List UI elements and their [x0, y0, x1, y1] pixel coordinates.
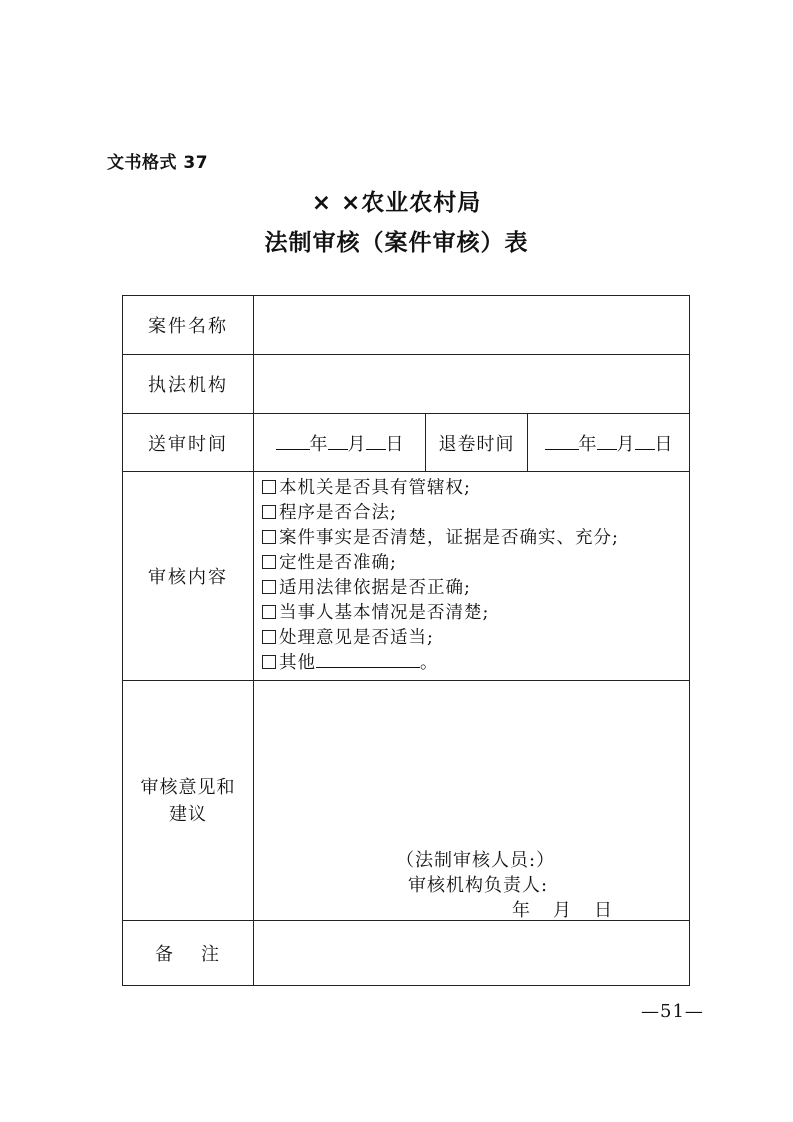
sign-month: 月 [553, 900, 572, 921]
submit-time-label: 送审时间 [123, 414, 254, 472]
return-year-unit: 年 [578, 433, 597, 455]
opinion-label-line1: 审核意见和 [140, 776, 236, 798]
review-checklist [254, 472, 690, 681]
review-item-text: 处理意见是否适当; [279, 628, 434, 648]
return-day-blank[interactable] [635, 433, 655, 450]
agency-label: 执法机构 [123, 355, 254, 414]
page-number: —51— [641, 1001, 704, 1022]
remarks-char1: 备 [155, 944, 175, 965]
submit-day-blank[interactable] [366, 433, 386, 450]
case-name-row [123, 296, 690, 355]
review-item[interactable] [262, 601, 689, 626]
checkbox[interactable] [262, 655, 276, 669]
review-item-text: 其他 [279, 653, 316, 673]
submit-month-unit: 月 [347, 433, 366, 455]
return-month-blank[interactable] [597, 433, 617, 450]
sign-date [512, 896, 635, 922]
sign-year: 年 [512, 900, 531, 921]
review-item-text: 程序是否合法; [279, 503, 397, 523]
review-item[interactable] [262, 551, 689, 576]
return-year-blank[interactable] [545, 433, 579, 450]
other-blank[interactable] [316, 651, 420, 668]
case-name-label: 案件名称 [123, 296, 254, 355]
opinion-field[interactable] [254, 681, 690, 921]
opinion-label-line2: 建议 [169, 803, 207, 825]
review-form-table [122, 295, 690, 986]
review-item-text: 适用法律依据是否正确; [279, 578, 471, 598]
review-item[interactable] [262, 626, 689, 651]
remarks-row [123, 921, 690, 986]
checkbox[interactable] [262, 580, 276, 594]
review-item[interactable] [262, 526, 689, 551]
form-title: 法制审核（案件审核）表 [264, 230, 529, 256]
checkbox[interactable] [262, 555, 276, 569]
case-name-field[interactable] [254, 296, 690, 355]
checkbox[interactable] [262, 505, 276, 519]
checkbox[interactable] [262, 530, 276, 544]
review-content-label: 审核内容 [123, 472, 254, 681]
submit-year-blank[interactable] [276, 433, 310, 450]
review-content-row [123, 472, 690, 681]
agency-title: × ×农业农村局 [311, 190, 482, 216]
review-item[interactable] [262, 476, 689, 501]
time-row [123, 414, 690, 472]
submit-year-unit: 年 [309, 433, 328, 455]
opinion-label [123, 681, 254, 921]
review-item-text: 案件事实是否清楚，证据是否确实、充分; [279, 528, 619, 548]
other-suffix: 。 [420, 653, 439, 673]
submit-month-blank[interactable] [328, 433, 348, 450]
return-month-unit: 月 [616, 433, 635, 455]
agency-field[interactable] [254, 355, 690, 414]
review-item-text: 本机关是否具有管辖权; [279, 478, 471, 498]
return-date-field[interactable] [528, 414, 690, 472]
reviewer-signature: （法制审核人员:） [396, 850, 556, 871]
return-day-unit: 日 [654, 433, 673, 455]
remarks-label [123, 921, 254, 986]
sign-day: 日 [594, 900, 613, 921]
head-signature: 审核机构负责人: [408, 875, 549, 896]
document-format-label: 文书格式 37 [107, 153, 209, 173]
remarks-field[interactable] [254, 921, 690, 986]
review-item-text: 定性是否准确; [279, 553, 397, 573]
checkbox[interactable] [262, 605, 276, 619]
checkbox[interactable] [262, 630, 276, 644]
remarks-char2: 注 [201, 944, 221, 965]
opinion-row [123, 681, 690, 921]
return-time-label: 退卷时间 [426, 414, 528, 472]
review-item-other[interactable] [262, 651, 689, 676]
review-item-text: 当事人基本情况是否清楚; [279, 603, 490, 623]
submit-day-unit: 日 [385, 433, 404, 455]
agency-row [123, 355, 690, 414]
submit-date-field[interactable] [254, 414, 426, 472]
review-item[interactable] [262, 501, 689, 526]
checkbox[interactable] [262, 480, 276, 494]
review-item[interactable] [262, 576, 689, 601]
